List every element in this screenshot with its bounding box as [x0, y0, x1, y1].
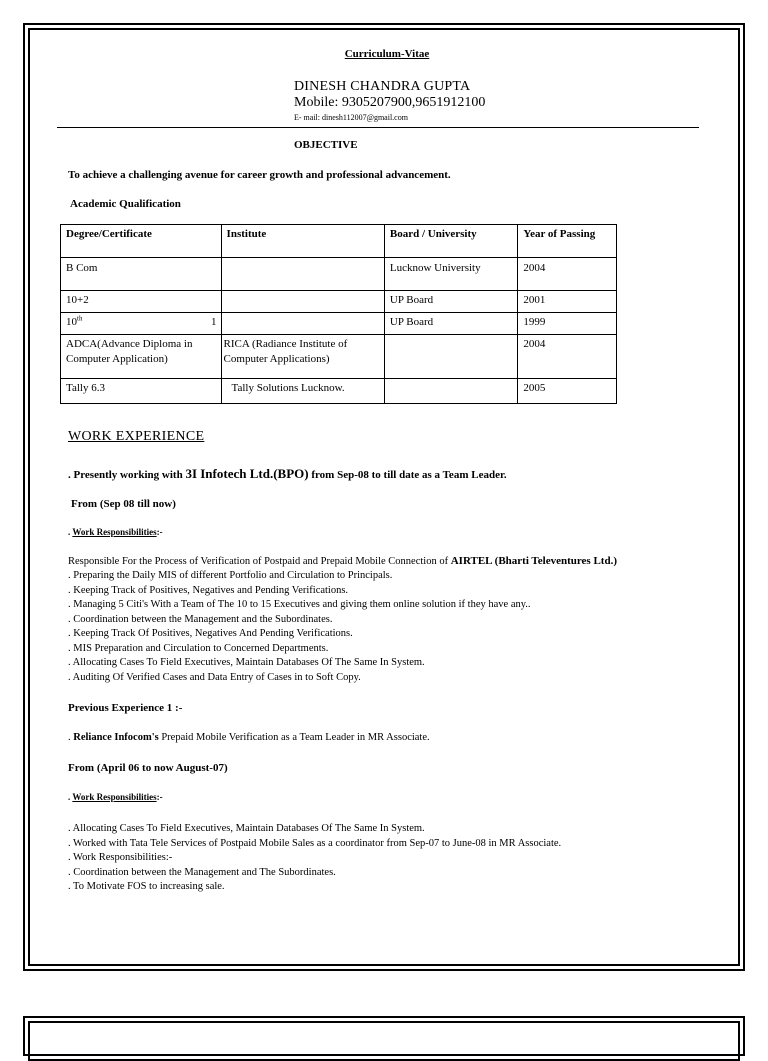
degree-cell: B Com: [61, 258, 222, 291]
list-item: . Auditing Of Verified Cases and Data Entry of Cases in to Soft Copy.: [68, 671, 361, 683]
list-item: . Keeping Track of Positives, Negatives and Pending Verifications.: [68, 584, 349, 596]
degree-extra: 1: [211, 316, 217, 328]
list-item: . Managing 5 Citi's With a Team of The 10 to 15 Executives and giving them online solution if they have any..: [68, 599, 531, 610]
client-name: AIRTEL (Bharti Televentures Ltd.): [450, 555, 617, 567]
year-cell: 2001: [518, 291, 617, 313]
current-responsibilities-list: [68, 569, 531, 685]
previous-prefix: .: [68, 732, 74, 743]
column-header: Board / University: [384, 225, 517, 258]
degree-text: 10: [66, 316, 77, 328]
mobile-number: Mobile: 9305207900,9651912100: [294, 95, 486, 110]
previous-company: Reliance Infocom's: [73, 732, 159, 743]
qualification-table: [60, 224, 617, 404]
year-cell: 2004: [518, 335, 617, 379]
list-item: . To Motivate FOS to increasing sale.: [68, 881, 225, 892]
current-company: 3I Infotech Ltd.(BPO): [185, 466, 309, 481]
list-item: . Coordination between the Management and The Subordinates.: [68, 866, 336, 878]
degree-cell: [61, 313, 222, 335]
current-position-prefix: . Presently working with: [68, 469, 186, 481]
institute-cell: [221, 313, 384, 335]
year-cell: 2005: [518, 379, 617, 404]
table-row: [61, 335, 617, 379]
list-item: . Keeping Track Of Positives, Negatives And Pending Verifications.: [68, 628, 353, 639]
list-item: . Preparing the Daily MIS of different Portfolio and Circulation to Principals.: [68, 570, 393, 581]
previous-experience-heading: Previous Experience 1 :-: [68, 702, 183, 714]
year-cell: 1999: [518, 313, 617, 335]
degree-cell: ADCA(Advance Diploma in Computer Application): [61, 335, 222, 379]
column-header: Institute: [221, 225, 384, 258]
institute-cell: [221, 291, 384, 313]
header-divider: [57, 127, 699, 128]
column-header: Degree/Certificate: [61, 225, 222, 258]
table-row: [61, 313, 617, 335]
list-item: . Worked with Tata Tele Services of Postpaid Mobile Sales as a coordinator from Sep-07 to June-08 in MR Associate.: [68, 837, 562, 849]
next-page-border-inner: [28, 1021, 740, 1061]
list-item: . MIS Preparation and Circulation to Concerned Departments.: [68, 642, 329, 654]
board-cell: UP Board: [384, 291, 517, 313]
board-cell: [384, 379, 517, 404]
work-responsibilities-label: [68, 527, 163, 537]
objective-text: To achieve a challenging avenue for career growth and professional advancement.: [68, 169, 451, 181]
degree-superscript: th: [77, 314, 83, 323]
responsibility-lead: [68, 554, 617, 570]
candidate-name: DINESH CHANDRA GUPTA: [294, 79, 471, 94]
column-header: Year of Passing: [518, 225, 617, 258]
board-cell: [384, 335, 517, 379]
board-cell: UP Board: [384, 313, 517, 335]
resp-suffix: :-: [156, 792, 163, 802]
current-position: [68, 466, 507, 482]
resp-prefix: .: [68, 527, 73, 537]
table-row: [61, 291, 617, 313]
previous-position: [68, 732, 430, 743]
list-item: . Coordination between the Management and the Subordinates.: [68, 613, 333, 625]
board-cell: Lucknow University: [384, 258, 517, 291]
current-position-suffix: from Sep-08 to till date as a Team Leader.: [308, 469, 507, 481]
resp-label: Work Responsibilities: [72, 792, 157, 802]
year-cell: 2004: [518, 258, 617, 291]
work-experience-heading: WORK EXPERIENCE: [68, 429, 205, 444]
current-period: From (Sep 08 till now): [71, 498, 176, 510]
degree-cell: Tally 6.3: [61, 379, 222, 404]
institute-cell: Tally Solutions Lucknow.: [221, 379, 384, 404]
academic-heading: Academic Qualification: [70, 198, 181, 210]
resp-prefix: .: [68, 792, 73, 802]
responsibility-lead-text: Responsible For the Process of Verification of Postpaid and Prepaid Mobile Connection of: [68, 556, 451, 567]
table-row: [61, 379, 617, 404]
table-row: [61, 258, 617, 291]
list-item: . Allocating Cases To Field Executives, Maintain Databases Of The Same In System.: [68, 657, 425, 668]
email-address: E- mail: dinesh112007@gmail.com: [294, 113, 408, 122]
degree-cell: 10+2: [61, 291, 222, 313]
list-item: . Work Responsibilities:-: [68, 852, 173, 863]
previous-position-text: Prepaid Mobile Verification as a Team Leader in MR Associate.: [158, 732, 430, 743]
table-header-row: [61, 225, 617, 258]
resp-suffix: :-: [156, 527, 163, 537]
document-title: Curriculum-Vitae: [344, 48, 430, 60]
institute-cell: RICA (Radiance Institute of Computer Applications): [221, 335, 384, 379]
previous-period: From (April 06 to now August-07): [68, 762, 228, 774]
previous-responsibilities-list: [68, 822, 561, 895]
institute-cell: [221, 258, 384, 291]
resp-label: Work Responsibilities: [72, 527, 157, 537]
list-item: . Allocating Cases To Field Executives, Maintain Databases Of The Same In System.: [68, 823, 425, 834]
objective-heading: OBJECTIVE: [294, 139, 358, 151]
work-responsibilities-label-2: [68, 792, 163, 802]
